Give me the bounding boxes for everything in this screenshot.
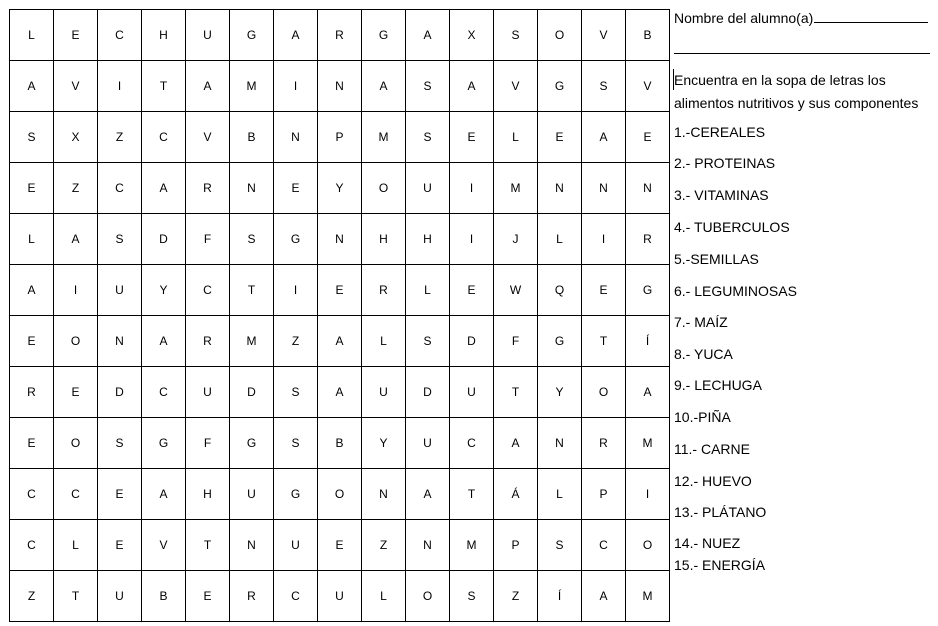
- grid-cell: A: [582, 571, 626, 622]
- grid-cell: B: [142, 571, 186, 622]
- word-list-item: 4.- TUBERCULOS: [674, 219, 790, 235]
- grid-cell: N: [274, 112, 318, 163]
- grid-cell: Y: [318, 163, 362, 214]
- grid-cell: U: [406, 418, 450, 469]
- grid-cell: G: [626, 265, 670, 316]
- grid-cell: C: [582, 520, 626, 571]
- grid-cell: I: [274, 265, 318, 316]
- grid-cell: I: [582, 214, 626, 265]
- grid-cell: O: [54, 316, 98, 367]
- grid-cell: L: [538, 214, 582, 265]
- grid-cell: C: [98, 163, 142, 214]
- grid-cell: A: [142, 469, 186, 520]
- grid-cell: L: [10, 214, 54, 265]
- grid-cell: E: [54, 10, 98, 61]
- grid-cell: E: [186, 571, 230, 622]
- grid-cell: E: [582, 265, 626, 316]
- grid-cell: B: [626, 10, 670, 61]
- grid-cell: S: [406, 112, 450, 163]
- grid-cell: I: [98, 61, 142, 112]
- grid-cell: H: [406, 214, 450, 265]
- grid-cell: C: [274, 571, 318, 622]
- grid-cell: R: [626, 214, 670, 265]
- grid-cell: C: [10, 520, 54, 571]
- grid-cell: E: [10, 163, 54, 214]
- grid-cell: B: [318, 418, 362, 469]
- grid-cell: R: [582, 418, 626, 469]
- grid-cell: O: [626, 520, 670, 571]
- grid-cell: E: [274, 163, 318, 214]
- grid-cell: O: [406, 571, 450, 622]
- grid-cell: A: [142, 316, 186, 367]
- grid-cell: Z: [54, 163, 98, 214]
- grid-cell: D: [230, 367, 274, 418]
- grid-cell: H: [362, 214, 406, 265]
- grid-cell: L: [362, 316, 406, 367]
- grid-cell: R: [362, 265, 406, 316]
- grid-cell: R: [186, 316, 230, 367]
- grid-cell: O: [54, 418, 98, 469]
- grid-cell: S: [450, 571, 494, 622]
- grid-cell: S: [538, 520, 582, 571]
- grid-cell: N: [230, 163, 274, 214]
- grid-cell: E: [98, 520, 142, 571]
- grid-cell: G: [230, 418, 274, 469]
- grid-cell: V: [54, 61, 98, 112]
- grid-cell: A: [362, 61, 406, 112]
- grid-cell: S: [10, 112, 54, 163]
- word-list-item: 12.- HUEVO: [674, 473, 752, 489]
- word-list-item: 11.- CARNE: [674, 441, 750, 457]
- grid-row: [10, 10, 670, 61]
- grid-cell: Á: [494, 469, 538, 520]
- grid-cell: C: [54, 469, 98, 520]
- grid-cell: N: [318, 214, 362, 265]
- grid-row: [10, 469, 670, 520]
- grid-row: [10, 214, 670, 265]
- grid-cell: S: [406, 316, 450, 367]
- grid-cell: M: [494, 163, 538, 214]
- grid-cell: N: [98, 316, 142, 367]
- grid-cell: M: [230, 61, 274, 112]
- grid-cell: L: [538, 469, 582, 520]
- instructions: [674, 69, 918, 115]
- student-name-label: Nombre del alumno(a): [674, 10, 814, 26]
- grid-cell: A: [582, 112, 626, 163]
- grid-cell: A: [450, 61, 494, 112]
- grid-cell: O: [318, 469, 362, 520]
- grid-cell: C: [10, 469, 54, 520]
- grid-cell: N: [230, 520, 274, 571]
- grid-row: [10, 265, 670, 316]
- grid-cell: C: [186, 265, 230, 316]
- student-name-line: [674, 10, 928, 26]
- grid-cell: I: [450, 163, 494, 214]
- grid-cell: V: [582, 10, 626, 61]
- grid-cell: D: [98, 367, 142, 418]
- grid-row: [10, 316, 670, 367]
- word-list-item: 5.-SEMILLAS: [674, 251, 759, 267]
- grid-row: [10, 61, 670, 112]
- grid-cell: C: [98, 10, 142, 61]
- grid-cell: R: [318, 10, 362, 61]
- grid-cell: G: [142, 418, 186, 469]
- word-list-item: 8.- YUCA: [674, 346, 733, 362]
- grid-cell: S: [494, 10, 538, 61]
- grid-cell: T: [582, 316, 626, 367]
- grid-cell: E: [10, 316, 54, 367]
- grid-cell: Y: [538, 367, 582, 418]
- grid-cell: V: [186, 112, 230, 163]
- grid-cell: M: [230, 316, 274, 367]
- grid-cell: S: [230, 214, 274, 265]
- grid-cell: M: [626, 571, 670, 622]
- grid-cell: P: [494, 520, 538, 571]
- grid-cell: V: [626, 61, 670, 112]
- grid-cell: G: [538, 316, 582, 367]
- grid-cell: A: [494, 418, 538, 469]
- grid-cell: E: [318, 265, 362, 316]
- grid-cell: G: [274, 214, 318, 265]
- grid-cell: Í: [538, 571, 582, 622]
- grid-cell: P: [318, 112, 362, 163]
- grid-cell: N: [626, 163, 670, 214]
- grid-cell: L: [54, 520, 98, 571]
- word-list-item: 10.-PIÑA: [674, 409, 731, 425]
- instructions-line-1: Encuentra en la sopa de letras los: [674, 72, 886, 88]
- grid-cell: I: [450, 214, 494, 265]
- grid-cell: C: [450, 418, 494, 469]
- grid-cell: M: [626, 418, 670, 469]
- grid-cell: U: [230, 469, 274, 520]
- grid-cell: E: [54, 367, 98, 418]
- grid-cell: E: [98, 469, 142, 520]
- grid-cell: L: [10, 10, 54, 61]
- grid-cell: A: [626, 367, 670, 418]
- side-panel: [674, 0, 936, 626]
- grid-cell: Z: [362, 520, 406, 571]
- grid-cell: G: [362, 10, 406, 61]
- grid-cell: L: [362, 571, 406, 622]
- word-list-item: 13.- PLÁTANO: [674, 504, 767, 520]
- grid-cell: B: [230, 112, 274, 163]
- grid-cell: U: [362, 367, 406, 418]
- word-list-item: 7.- MAÍZ: [674, 314, 728, 330]
- grid-cell: R: [186, 163, 230, 214]
- grid-cell: J: [494, 214, 538, 265]
- word-list-item: 1.-CEREALES: [674, 124, 766, 140]
- grid-cell: I: [54, 265, 98, 316]
- grid-cell: N: [582, 163, 626, 214]
- grid-cell: F: [494, 316, 538, 367]
- grid-cell: I: [626, 469, 670, 520]
- grid-cell: N: [362, 469, 406, 520]
- grid-cell: A: [186, 61, 230, 112]
- grid-cell: R: [10, 367, 54, 418]
- grid-cell: E: [10, 418, 54, 469]
- grid-cell: A: [54, 214, 98, 265]
- grid-row: [10, 418, 670, 469]
- grid-cell: S: [406, 61, 450, 112]
- grid-cell: N: [538, 163, 582, 214]
- student-name-blank[interactable]: [814, 10, 928, 23]
- grid-cell: I: [274, 61, 318, 112]
- grid-cell: S: [98, 214, 142, 265]
- grid-cell: Y: [362, 418, 406, 469]
- grid-cell: E: [450, 265, 494, 316]
- grid-cell: D: [142, 214, 186, 265]
- grid-row: [10, 112, 670, 163]
- grid-cell: U: [98, 265, 142, 316]
- grid-cell: U: [450, 367, 494, 418]
- grid-cell: H: [186, 469, 230, 520]
- grid-cell: F: [186, 418, 230, 469]
- grid-cell: H: [142, 10, 186, 61]
- grid-cell: T: [54, 571, 98, 622]
- grid-cell: U: [98, 571, 142, 622]
- grid-cell: O: [362, 163, 406, 214]
- grid-cell: A: [10, 61, 54, 112]
- word-list-item: 15.- ENERGÍA: [674, 557, 766, 573]
- grid-cell: E: [318, 520, 362, 571]
- grid-cell: Y: [142, 265, 186, 316]
- instructions-line-2: alimentos nutritivos y sus componentes: [674, 95, 919, 111]
- word-list-item: 3.- VITAMINAS: [674, 187, 769, 203]
- grid-cell: N: [406, 520, 450, 571]
- grid-cell: S: [274, 367, 318, 418]
- grid-cell: A: [406, 469, 450, 520]
- grid-cell: F: [186, 214, 230, 265]
- grid-cell: Z: [98, 112, 142, 163]
- grid-cell: T: [186, 520, 230, 571]
- grid-cell: M: [450, 520, 494, 571]
- grid-cell: O: [582, 367, 626, 418]
- word-list-item: 14.- NUEZ: [674, 535, 741, 551]
- grid-cell: M: [362, 112, 406, 163]
- grid-cell: N: [538, 418, 582, 469]
- grid-cell: L: [494, 112, 538, 163]
- grid-cell: U: [186, 367, 230, 418]
- grid-cell: G: [230, 10, 274, 61]
- grid-cell: T: [230, 265, 274, 316]
- grid-cell: S: [98, 418, 142, 469]
- grid-cell: G: [538, 61, 582, 112]
- grid-cell: T: [450, 469, 494, 520]
- grid-cell: P: [582, 469, 626, 520]
- grid-cell: U: [318, 571, 362, 622]
- word-list-item: 9.- LECHUGA: [674, 377, 762, 393]
- grid-cell: O: [538, 10, 582, 61]
- grid-cell: T: [142, 61, 186, 112]
- grid-cell: E: [626, 112, 670, 163]
- grid-cell: X: [54, 112, 98, 163]
- grid-cell: L: [406, 265, 450, 316]
- grid-cell: Z: [494, 571, 538, 622]
- grid-cell: A: [10, 265, 54, 316]
- grid-cell: E: [538, 112, 582, 163]
- grid-cell: X: [450, 10, 494, 61]
- grid-cell: C: [142, 112, 186, 163]
- grid-cell: A: [142, 163, 186, 214]
- grid-cell: C: [142, 367, 186, 418]
- word-list-item: 6.- LEGUMINOSAS: [674, 283, 797, 299]
- grid-row: [10, 520, 670, 571]
- grid-row: [10, 367, 670, 418]
- grid-row: [10, 163, 670, 214]
- grid-cell: W: [494, 265, 538, 316]
- grid-cell: E: [450, 112, 494, 163]
- grid-cell: R: [230, 571, 274, 622]
- grid-row: [10, 571, 670, 622]
- grid-cell: S: [274, 418, 318, 469]
- word-search-grid: [9, 9, 670, 622]
- grid-cell: Q: [538, 265, 582, 316]
- grid-cell: T: [494, 367, 538, 418]
- grid-cell: A: [406, 10, 450, 61]
- grid-cell: A: [318, 316, 362, 367]
- grid-cell: G: [274, 469, 318, 520]
- grid-cell: V: [494, 61, 538, 112]
- grid-cell: A: [318, 367, 362, 418]
- grid-cell: Z: [10, 571, 54, 622]
- grid-cell: Í: [626, 316, 670, 367]
- grid-cell: A: [274, 10, 318, 61]
- grid-cell: Z: [274, 316, 318, 367]
- grid-cell: N: [318, 61, 362, 112]
- grid-cell: V: [142, 520, 186, 571]
- grid-cell: U: [186, 10, 230, 61]
- student-name-blank-line[interactable]: [674, 53, 930, 54]
- grid-cell: D: [406, 367, 450, 418]
- grid-cell: D: [450, 316, 494, 367]
- grid-cell: U: [274, 520, 318, 571]
- grid-cell: S: [582, 61, 626, 112]
- grid-cell: U: [406, 163, 450, 214]
- word-list-item: 2.- PROTEINAS: [674, 155, 776, 171]
